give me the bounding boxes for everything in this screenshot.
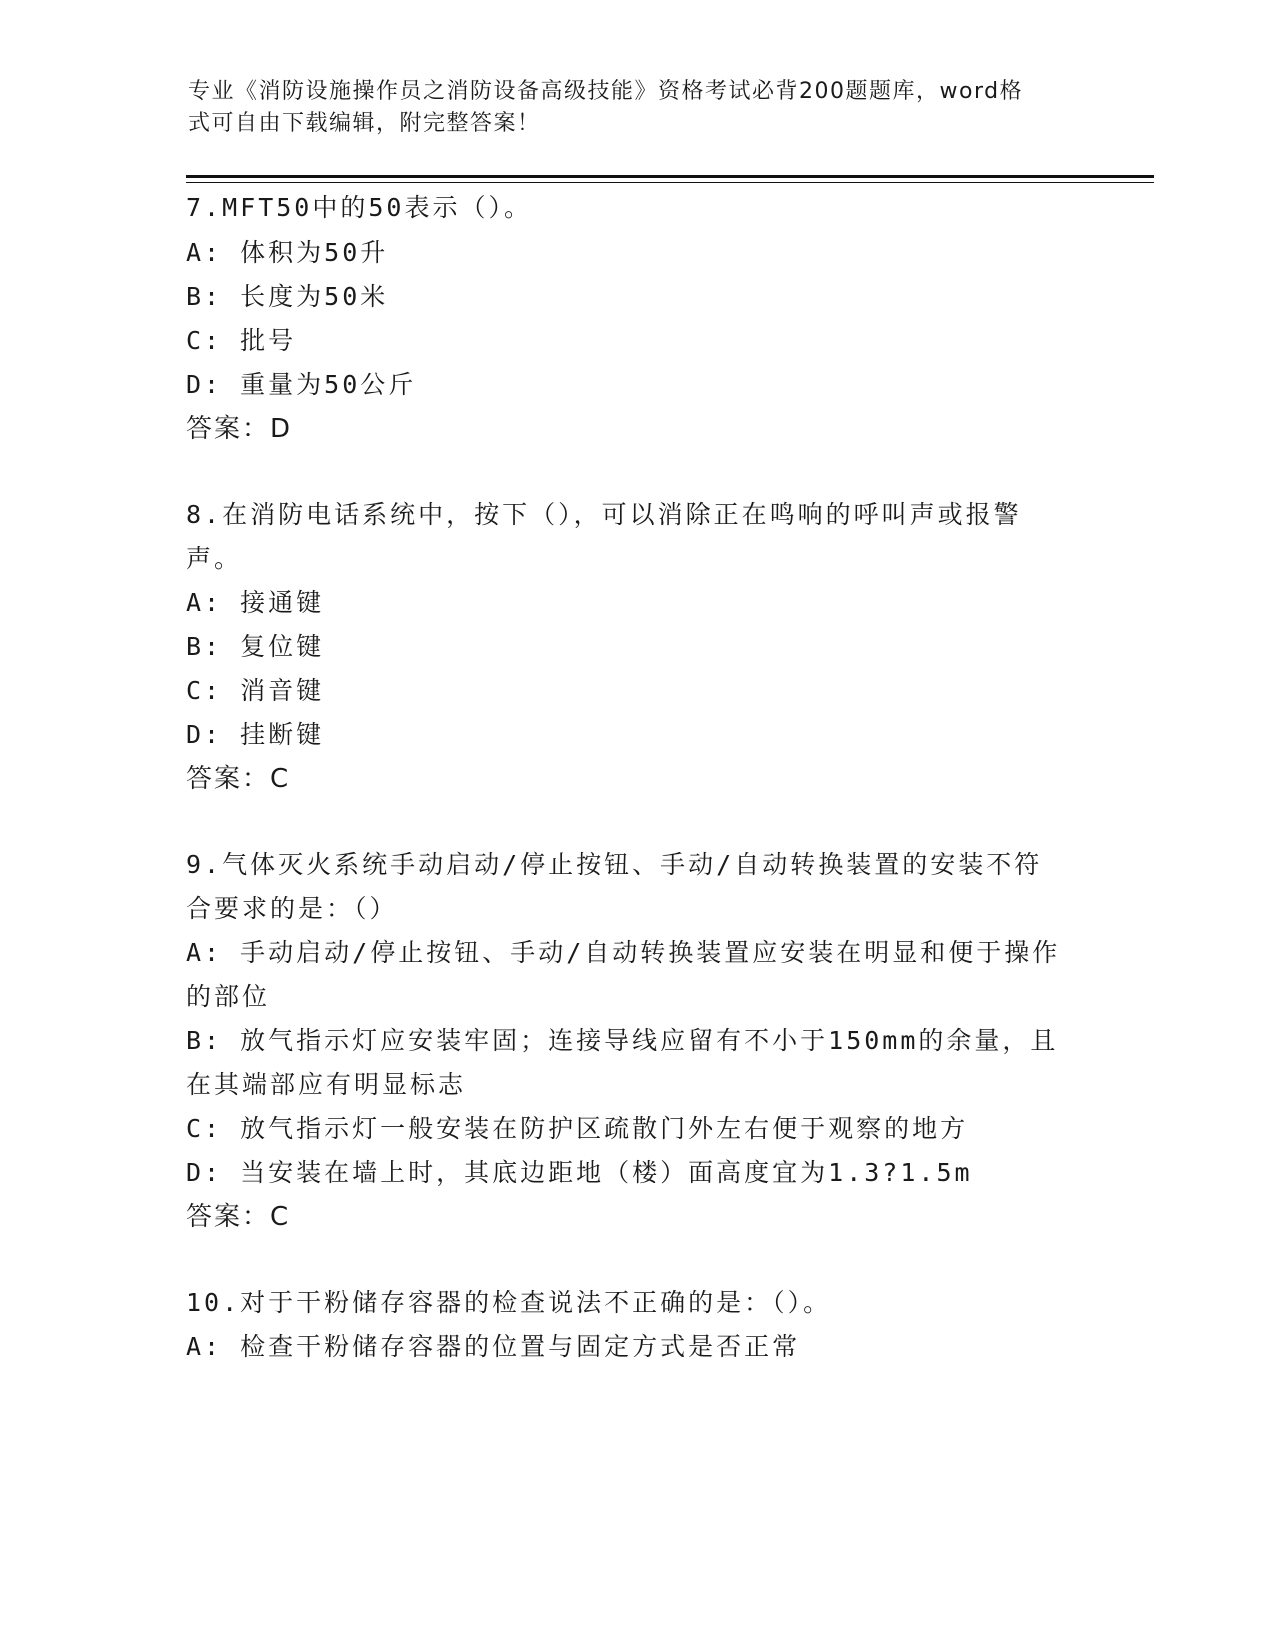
question-7-answer: 答案：D — [186, 414, 293, 444]
question-10-option-a: A: 检查干粉储存容器的位置与固定方式是否正常 — [186, 1332, 801, 1361]
question-9-option-d: D: 当安装在墙上时，其底边距地（楼）面高度宜为1.3?1.5m — [186, 1158, 973, 1187]
question-8-option-d: D: 挂断键 — [186, 720, 325, 749]
question-7-option-c: C: 批号 — [186, 326, 297, 355]
question-9-option-b-line-2: 在其端部应有明显标志 — [186, 1070, 467, 1099]
question-8-answer: 答案：C — [186, 764, 291, 794]
question-7-option-d: D: 重量为50公斤 — [186, 370, 417, 399]
question-8-stem-line-1: 8.在消防电话系统中，按下（），可以消除正在鸣响的呼叫声或报警 — [186, 500, 1022, 529]
document-header — [188, 76, 1068, 140]
question-8-option-a: A: 接通键 — [186, 588, 325, 617]
question-9-option-b-line-1: B: 放气指示灯应安装牢固；连接导线应留有不小于150mm的余量，且 — [186, 1026, 1059, 1055]
question-8-option-c: C: 消音键 — [186, 676, 325, 705]
question-8-option-b: B: 复位键 — [186, 632, 325, 661]
question-10-stem: 10.对于干粉储存容器的检查说法不正确的是：（）。 — [186, 1288, 832, 1317]
question-9-option-a-line-1: A: 手动启动/停止按钮、手动/自动转换装置应安装在明显和便于操作 — [186, 938, 1061, 967]
header-divider-thin — [186, 182, 1154, 183]
question-7-option-b: B: 长度为50米 — [186, 282, 389, 311]
question-9-answer: 答案：C — [186, 1202, 291, 1232]
question-9-option-c: C: 放气指示灯一般安装在防护区疏散门外左右便于观察的地方 — [186, 1114, 969, 1143]
question-9-stem-line-2: 合要求的是：（） — [186, 894, 398, 923]
question-7-option-a: A: 体积为50升 — [186, 238, 389, 267]
question-9-option-a-line-2: 的部位 — [186, 982, 271, 1011]
question-8-stem-line-2: 声。 — [186, 544, 243, 573]
header-divider-thick — [186, 175, 1154, 178]
header-line-1: 专业《消防设施操作员之消防设备高级技能》资格考试必背200题题库，word格 — [188, 79, 1024, 104]
header-line-2: 式可自由下载编辑，附完整答案！ — [188, 111, 541, 136]
question-9-stem-line-1: 9.气体灭火系统手动启动/停止按钮、手动/自动转换装置的安装不符 — [186, 850, 1043, 879]
question-7-stem: 7.MFT50中的50表示（）。 — [186, 193, 532, 222]
